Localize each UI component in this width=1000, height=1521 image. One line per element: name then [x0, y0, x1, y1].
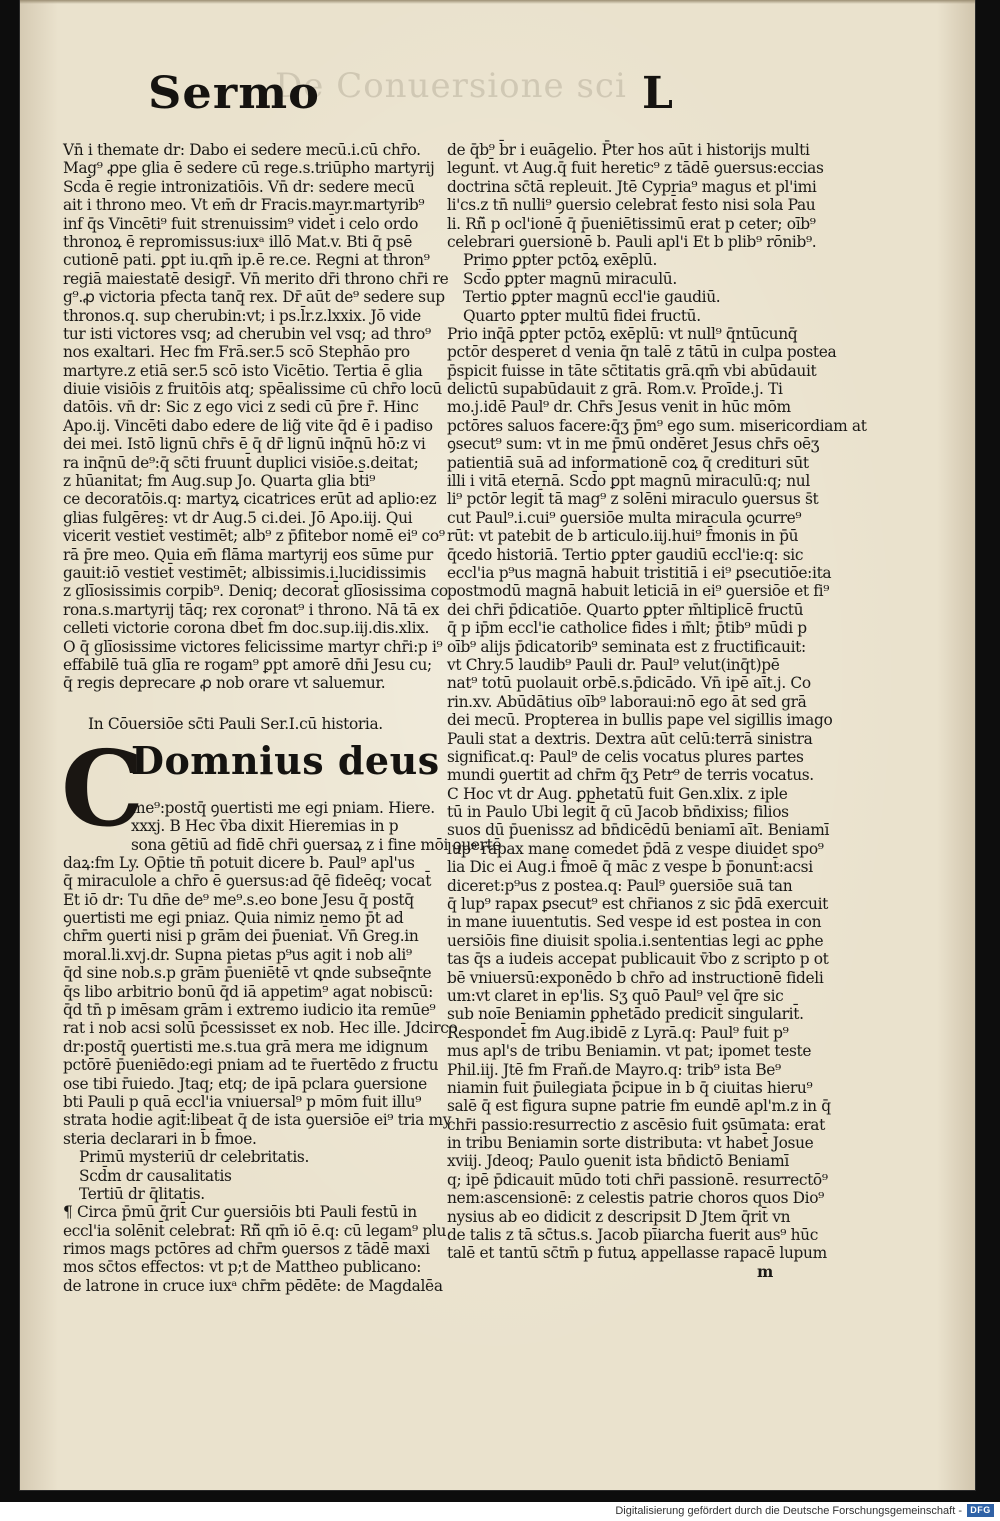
text-line: li⁹ pctōr legit̄ tā mag⁹ z solēni miraculo ꝯuersus s̄t	[447, 490, 819, 509]
text-line: vicerit vestiet̄ vestimēt; alb⁹ z p̄fitebor nomē ei⁹ co⁹	[63, 527, 445, 546]
text-line: sona gētiū ad fidē chr̄i ꝯuersaꝝ z i fine mōi ꝯuertē	[131, 835, 502, 854]
text-line: ra inq̄nū de⁹:q̄ sc̄ti fruunt̄ duplici visiōe.s.deitat;	[63, 453, 419, 472]
text-line: Respondet̄ fm Aug.ibidē z Lyrā.q: Paul⁹ fuit p⁹	[447, 1023, 789, 1042]
text-line: uersiōis fine diuisit spolia.i.sententias legi ac ꝑphe	[447, 931, 824, 950]
text-line: rimos mags pctōres ad chr̄m ꝯuersos z tādē maxi	[63, 1240, 430, 1259]
text-line: q̄cedo historiā. Tertio ꝑpter gaudiū eccl'ie:q: sic	[447, 545, 804, 564]
text-line: Phil.iij. Jtē fm Frañ.de Mayro.q: trib⁹ ista Be⁹	[447, 1060, 781, 1079]
text-line: de latrone in cruce iuxᵃ chr̄m pēdēte: de Magdalēa	[63, 1276, 443, 1295]
text-line: thronoꝝ ē repromissus:iuxᵃ illō Mat.v. Bti q̄ psē	[63, 232, 412, 251]
text-line: O q̄ glīosissime victores felicissime martyr chr̄i:p i⁹	[63, 637, 443, 656]
left-column-end-text	[63, 1203, 458, 1295]
text-line: ose tibi r̄uiedo. Jtaq; etq; de ipā pclara ꝯuersione	[63, 1074, 427, 1093]
text-line: thronos.q. sup cherubin:vt; i ps.l̄r.z.lxxix. Jō vide	[63, 306, 421, 325]
text-line: de q̄b⁹ b̄r i euāgelio. P̄ter hos aūt i historijs multi	[447, 141, 810, 159]
text-line: dei mecū. Propterea in bullis pape vel sigillis imago	[447, 711, 833, 730]
text-line: pctōr desperet d venia q̄n talē z tātū in culpa postea	[447, 343, 837, 362]
text-line: nem:ascensionē: z celestis patrie choros quos Dio⁹	[447, 1189, 824, 1208]
text-line: nat⁹ totū puolauit orbē.s.p̄dicādo. Vn̄ ipē aīt.j. Co	[447, 674, 811, 693]
text-line: diceret:p⁹us z postea.q: Paul⁹ ꝯuersiōe suā tan	[447, 876, 793, 895]
text-line: effabilē tuā glīa re rogam⁹ ꝑpt amorē dn̄i Jesu cu;	[63, 655, 432, 674]
text-line: cut Paul⁹.i.cui⁹ ꝯuersiōe multa miracula ꝯcurre⁹	[447, 508, 802, 527]
text-line: diuie visiōis z fruitōis atq; spēalissime cū chr̄o locū	[63, 380, 442, 399]
text-line: Et iō dr: Tu dn̄e de⁹ me⁹.s.eo bone Jesu q̄ postq̄	[63, 890, 414, 909]
text-line: cutionē pati. ꝑpt iu.qm̄ ip.ē re.ce. Regni at thron⁹	[63, 251, 430, 270]
text-line: ce decoratōis.q: martyꝝ cicatrices erūt ad aplio:ez	[63, 490, 437, 509]
left-column-body-text	[63, 854, 458, 1148]
text-line: q̄s libo arbitrio bonū q̄d iā appetim⁹ agat nobiscū:	[63, 982, 433, 1001]
text-line: q̄ lup⁹ rapax ꝑsecut⁹ est chr̄ianos z sic p̄dā exercuit	[447, 895, 829, 914]
text-line: datōis. vn̄ dr: Sic z ego vici z sedi cū p̄re r̄. Hinc	[63, 398, 419, 417]
text-line: niamin fuit p̄uilegiata p̄cipue in b q̄ ciuitas hieru⁹	[447, 1078, 813, 1097]
text-line: Apo.ij. Vincēti dabo edere de lig̃ vite q̄d ē i padiso	[63, 416, 433, 435]
text-line: tū in Paulo Ubi legit̄ q̄ cū Jacob bn̄dixiss; filios	[447, 803, 789, 822]
list-item: Primo ꝑpter pctōꝝ exēplū.	[463, 251, 657, 270]
text-line: rā p̄re meo. Quia em̄ flāma martyrij eos sūme pur	[63, 545, 433, 564]
text-line: bti Pauli p quā eccl'ia vniuersal⁹ p mōm fuit illu⁹	[63, 1092, 422, 1111]
signature-mark: m	[757, 1262, 773, 1281]
text-line: oīb⁹ alijs p̄dicatorib⁹ seminata est z fructificauit:	[447, 637, 806, 656]
left-column-top-text	[63, 141, 458, 693]
text-line: salē q̄ est figura supne patrie fm eundē apl'm.z in q̄	[447, 1097, 831, 1116]
right-column-top-text	[447, 141, 845, 251]
sermon-rubric: In Cōuersiōe sc̄ti Pauli Ser.I.cū historia.	[88, 714, 383, 733]
text-line: daꝝ:fm Ly. Op̄tie tn̄ potuit dicere b. Paul⁹ apl'us	[63, 853, 415, 872]
text-line: rat i nob acsi solū p̄cessisset ex nob. Hec ille. Jdcirco	[63, 1019, 458, 1038]
list-item: Tertiū dr q̄litatis.	[79, 1184, 205, 1203]
text-line: eccl'ia p⁹us magnā habuit tristitiā i ei⁹ ꝑsecutiōe:ita	[447, 563, 832, 582]
text-line: q̄d tn̄ p imēsam grām i extremo iudicio ita remūe⁹	[63, 1001, 436, 1020]
text-line: significat.q: Paul⁹ de celis vocatus plures partes	[447, 747, 804, 766]
text-line: inf q̄s Vincēti⁹ fuit strenuissim⁹ videt̄ i celo ordo	[63, 214, 419, 233]
text-line: q̄ miraculole a chr̄o ē ꝯuersus:ad q̄ē fideēq; vocat̄	[63, 872, 432, 891]
text-line: nos exaltari. Hec fm Frā.ser.5 scō Stephāo pro	[63, 343, 410, 362]
text-line: celebrari ꝯuersionē b. Pauli apl'i Et b plib⁹ rōnib⁹.	[447, 232, 817, 251]
left-column	[61, 141, 502, 1295]
scanned-page	[20, 0, 975, 1490]
text-line: rūt: vt patebit de b articulo.iij.hui⁹ f̄monis in p̄ū	[447, 527, 799, 546]
text-line: p̄spicit fuisse in tāte sc̄titatis grā.qm̄ vbi abūdauit	[447, 361, 817, 380]
text-line: sub noīe Beniamin ꝑphetādo predicit̄ singularit̄.	[447, 1005, 804, 1024]
text-line: eccl'ia solēnit̄ celebrat̄: Rñ̄ qm̄ iō ē.q: cū legam⁹ plu	[63, 1221, 447, 1240]
text-line: Prio inq̄ā ꝑpter pctōꝝ exēplū: vt null⁹ q̄ntūcunq̄	[447, 324, 798, 343]
text-line: z glīosissimis corpib⁹. Deniq; decorat̄ glīosissima co	[63, 582, 448, 601]
text-line: ¶ Circa p̄mū q̄rit̄ Cur ꝯuersiōis bti Pauli festū in	[63, 1203, 417, 1222]
text-line: legunt̄. vt Aug.q̄ fuit heretic⁹ z tādē ꝯuersus:eccias	[447, 159, 824, 178]
text-line: z hūanitat; fm Aug.sup Jo. Quarta glia bt̄i⁹	[63, 472, 376, 491]
text-line: patientiā suā ad informationē coꝝ q̄ credituri sūt	[447, 453, 809, 472]
text-line: bē vniuersū:exponēdo b chr̄o ad instructionē fideli	[447, 968, 824, 987]
text-line: Scd̄a ē regie intronizatiōis. Vn̄ dr: sedere mecū	[63, 177, 415, 196]
running-head: Sermo	[148, 68, 321, 119]
text-line: um:vt claret in ep'lis. Sʒ quō Paul⁹ vel q̄re sic	[447, 986, 784, 1005]
text-line: lup⁹ rapax mane comedet p̄dā z vespe diuidet spo⁹	[447, 839, 824, 858]
text-line: dei mei. Istō lignū chr̄s ē q̄ dr̄ lignū inq̄nū hō:z vi	[63, 435, 426, 454]
list-item: Scd̄o ꝑpter magnū miraculū.	[463, 269, 677, 288]
text-line: mos sc̄tos effectos: vt p;t de Mattheo publicano:	[63, 1258, 422, 1277]
list-item: Quarto ꝑpter multū fidei fructū.	[463, 306, 701, 325]
text-line: g⁹.ꝓ victoria pfecta tanq̄ rex. Dr̄ aūt de⁹ sedere sup	[63, 288, 445, 307]
text-line: chr̄i passio:resurrectio z ascēsio fuit ꝯsūmata: erat	[447, 1115, 825, 1134]
text-line: q̄ regis deprecare ꝓ nob orare vt saluemur.	[63, 674, 386, 693]
text-line: talē et tantū sc̄tm̄ p futuꝝ appellasse rapacē lupum	[447, 1244, 827, 1263]
text-line: pctōrē p̄ueniēdo:egi pniam ad te r̄uertēdo z fructu	[63, 1056, 439, 1075]
text-line: mo.j.idē Paul⁹ dr. Chr̄s Jesus venit in hūc mōm	[447, 398, 791, 417]
mysteries-list	[63, 1148, 458, 1203]
text-line: suos dū p̄uenissz ad bn̄dicēdū beniamī aīt. Beniamī	[447, 821, 830, 840]
theme-title: Domnius deus	[131, 737, 440, 783]
text-line: q; ipē p̄dicauit mūdo toti chr̄i passionē. resurrectō⁹	[447, 1170, 828, 1189]
text-line: mundi ꝯuertit ad chr̄m q̄ʒ Petr⁹ de terris vocatus.	[447, 766, 814, 785]
text-line: ꝯuertisti me egi pniaz. Quia nimiz nemo p̄t ad	[63, 909, 404, 928]
text-line: rin.xv. Abūdātius oīb⁹ laboraui:nō ego āt sed grā	[447, 692, 807, 711]
decorated-initial: C	[61, 726, 144, 850]
text-line: C Hoc vt dr Aug. ꝑphetatū fuit Gen.xlix. z iple	[447, 784, 788, 803]
text-line: xviij. Jdeoq; Paulo ꝯuenit ista bn̄dictō Beniamī	[447, 1152, 789, 1171]
text-line: pctōres saluos facere:q̄ʒ p̄m⁹ ego sum. misericordiam at	[447, 416, 867, 435]
text-line: gauit:iō vestiet̄ vestimēt; albissimis.i.lucidissimis	[63, 563, 426, 582]
text-line: martyre.z etiā ser.5 scō isto Vicētio. Tertia ē glia	[63, 361, 423, 380]
list-item: Scd̄m dr causalitatis	[79, 1166, 232, 1185]
text-line: in mane iuuentutis. Sed vespe id est postea in con	[447, 913, 822, 932]
text-line: tas q̄s a iudeis accepat publicauit v̄bo z scripto p ot	[447, 950, 829, 969]
text-line: vt Chry.5 laudib⁹ Pauli dr. Paul⁹ velut(inq̄t)pē	[447, 655, 780, 674]
right-column-body-text	[447, 324, 867, 1263]
folio-number: L	[642, 68, 673, 119]
text-line: de talis z tā sc̄tus.s. Jacob pīiarcha fuerit aus⁹ hūc	[447, 1226, 819, 1245]
section-gap	[63, 693, 458, 709]
text-line: illi i vitā eternā. Scd̄o ꝑpt magnū miraculū:q; nul	[447, 472, 810, 491]
text-line: steria declarari in b̄ f̄moe.	[63, 1129, 257, 1148]
text-line: q̄ p ip̄m eccl'ie catholice fides i m̄lt; p̄tib⁹ mūdi p	[447, 619, 807, 638]
text-line: dr:postq̄ ꝯuertisti me.s.tua grā mera me idignum	[63, 1037, 428, 1056]
list-item: Tertio ꝑpter magnū eccl'ie gaudiū.	[463, 288, 721, 307]
text-line: rona.s.martyrij tāq; rex coronat⁹ i throno. Nā tā ex	[63, 600, 440, 619]
text-line: mus apl's de tribu Beniamin. vt pat; ipomet teste	[447, 1042, 812, 1061]
text-line: delictū supabūdauit z grā. Rom.v. Proīde.j. Ti	[447, 380, 783, 399]
list-item: Primū mysteriū dr celebritatis.	[79, 1148, 309, 1167]
text-line: Pauli stat a dextris. Dextra aūt celū:terrā sinistra	[447, 729, 813, 748]
funding-credit: Digitalisierung gefördert durch die Deutsche Forschungsgemeinschaft -	[615, 1505, 962, 1517]
dfg-logo: DFG	[967, 1504, 994, 1517]
text-line: chr̄m ꝯuerti nisi p grām dei p̄ueniat̄. Vn̄ Greg.in	[63, 927, 419, 946]
text-line: ꝯsecut⁹ sum: vt in me p̄mū ondēret Jesus chr̄s oēʒ	[447, 435, 820, 454]
text-line: Mag⁹ ꝓpe glia ē sedere cū rege.s.triūpho martyrij	[63, 159, 435, 178]
text-line: doctrina sc̄tā repleuit. Jtē Cypria⁹ magus et pl'imi	[447, 177, 817, 196]
reasons-list	[447, 251, 845, 325]
text-line: lia Dic ei Aug.i f̄moē q̄ māc z vespe b p̄onunt̄:acsi	[447, 858, 813, 877]
text-line: glias fulgēres: vt dr Aug.5 ci.dei. Jō Apo.iij. Qui	[63, 508, 413, 527]
text-line: li'cs.z tn̄ nulli⁹ ꝯuersio celebrat̄ festo nisi sola Pau	[447, 196, 816, 215]
show-through-text: De Conuersione sci	[275, 66, 627, 106]
right-column	[447, 141, 867, 1283]
text-line: nysius ab eo didicit z descripsit D Jtem q̄rit̄ vn	[447, 1207, 791, 1226]
text-line: tur isti victores vsq; ad cherubin vel vsq; ad thro⁹	[63, 324, 431, 343]
text-line: xxxj. B Hec v̄ba dixit Hieremias in p	[131, 817, 399, 836]
page-edge	[20, 0, 975, 4]
text-line: dei chr̄i p̄dicatiōe. Quarto ꝑpter m̄ltiplicē fructū	[447, 600, 804, 619]
text-line: Vn̄ i themate dr: Dabo ei sedere mecū.i.cū chr̄o.	[63, 141, 421, 159]
text-line: q̄d sine nob.s.p grām p̄ueniētē vt ꝗnde subseq̄nte	[63, 964, 432, 983]
text-line: regiā maiestatē desigr̄. Vn̄ merito dr̄i throno chr̄i re	[63, 269, 449, 288]
text-line: in tribu Beniamin sorte distributa: vt habet̄ Josue	[447, 1134, 814, 1153]
text-line: li. Rñ̄ p ocl'ionē q̄ p̄ueniētissimū erat p ceter; oīb⁹	[447, 214, 816, 233]
text-line: strata hodie agit̄:libeat q̄ de ista ꝯuersiōe ei⁹ tria my	[63, 1111, 452, 1130]
text-line: postmodū magnā habuit leticiā in ei⁹ ꝯuersiōe et fi⁹	[447, 582, 830, 601]
text-line: celleti victorie corona dbet̄ fm doc.sup.iij.dis.xlix.	[63, 619, 430, 638]
text-line: ait i throno meo. Vt em̄ dr Fracis.mayr.martyrib⁹	[63, 196, 425, 215]
text-line: moral.li.xvj.dr. Supna pietas p⁹us agit i nob ali⁹	[63, 945, 412, 964]
text-line: me⁹:postq̄ ꝯuertisti me egi pniam. Hiere.	[131, 798, 435, 817]
